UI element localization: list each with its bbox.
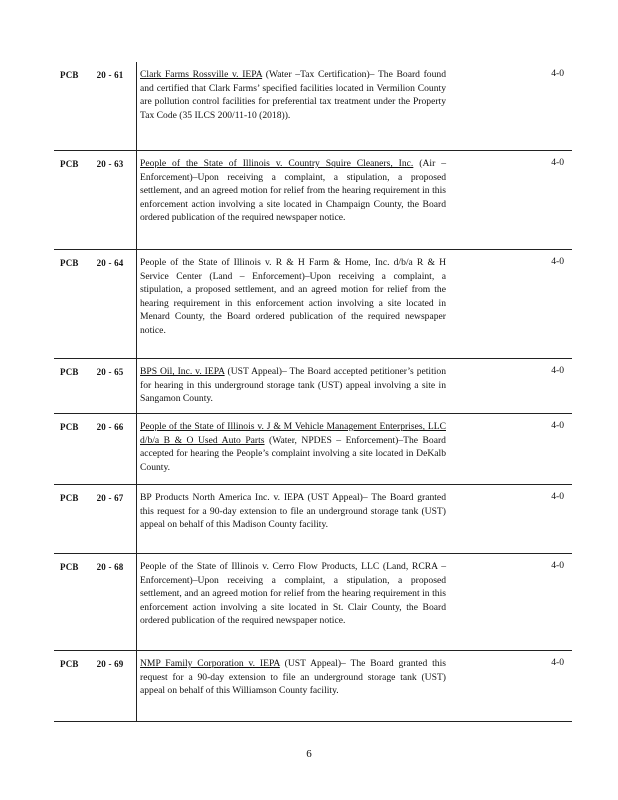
case-description: People of the State of Illinois v. J & M Vehicle Management Enterprises, LLC d/b/a B & O Used Auto Parts (Water, NPDES – Enforcement)–The Board accepted for hearing the People’s complaint involving a site located in DeKalb County. <box>140 421 446 473</box>
table-row <box>54 554 572 651</box>
column-divider <box>136 485 137 553</box>
case-description: NMP Family Corporation v. IEPA (UST Appeal)– The Board granted this request for a 90-day extension to file an underground storage tank (UST) appeal on behalf of this Williamson County facility. <box>140 658 446 697</box>
column-divider <box>136 250 137 358</box>
case-description: BP Products North America Inc. v. IEPA (UST Appeal)– The Board granted this request for a 90-day extension to file an underground storage tank (UST) appeal on behalf of this Madison County facility. <box>140 492 446 531</box>
docket-number: PCB 20 - 67 <box>60 493 124 503</box>
docket-number: PCB 20 - 65 <box>60 367 124 377</box>
table-row <box>54 151 572 250</box>
case-description: Clark Farms Rossville v. IEPA (Water –Tax Certification)– The Board found and certified that Clark Farms’ specified facilities located in Vermilion County are pollution control facilities for preferential tax treatment under the Property Tax Code (35 ILCS 200/11-10 (2018)). <box>140 69 446 121</box>
column-divider <box>136 151 137 249</box>
board-actions-table <box>54 62 572 722</box>
case-title: NMP Family Corporation v. IEPA <box>140 658 280 669</box>
case-description: BPS Oil, Inc. v. IEPA (UST Appeal)– The Board accepted petitioner’s petition for hearing in this underground storage tank (UST) appeal involving a site in Sangamon County. <box>140 366 446 405</box>
table-row <box>54 359 572 414</box>
case-description: People of the State of Illinois v. R & H Farm & Home, Inc. d/b/a R & H Service Center (Land – Enforcement)–Upon receiving a complaint, a stipulation, a proposed settlement, and an agreed motion for relief from the hearing requirement in this enforcement action involving a site located in Menard County, the Board ordered publication of the required newspaper notice. <box>140 257 446 336</box>
table-row <box>54 414 572 485</box>
docket-number: PCB 20 - 69 <box>60 659 124 669</box>
table-row <box>54 250 572 359</box>
case-title: People of the State of Illinois v. J & M Vehicle Management Enterprises, LLC d/b/a B & O Used Auto Parts <box>140 421 446 446</box>
docket-number: PCB 20 - 66 <box>60 422 124 432</box>
table-row <box>54 651 572 722</box>
vote-count: 4-0 <box>551 256 564 267</box>
docket-number: PCB 20 - 61 <box>60 70 124 80</box>
column-divider <box>136 62 137 150</box>
vote-count: 4-0 <box>551 365 564 376</box>
page-number: 6 <box>306 748 312 760</box>
table-row <box>54 485 572 554</box>
vote-count: 4-0 <box>551 657 564 668</box>
column-divider <box>136 554 137 650</box>
vote-count: 4-0 <box>551 68 564 79</box>
docket-number: PCB 20 - 64 <box>60 258 124 268</box>
vote-count: 4-0 <box>551 420 564 431</box>
case-description: People of the State of Illinois v. Country Squire Cleaners, Inc. (Air –Enforcement)–Upon receiving a complaint, a stipulation, a proposed settlement, and an agreed motion for relief from the hearing requirement in this enforcement action involving a site located in Champaign County, the Board ordered publication of the required newspaper notice. <box>140 158 447 224</box>
docket-number: PCB 20 - 63 <box>60 159 124 169</box>
vote-count: 4-0 <box>551 491 564 502</box>
vote-count: 4-0 <box>551 560 564 571</box>
case-title: Clark Farms Rossville v. IEPA <box>140 69 263 80</box>
case-title: BPS Oil, Inc. v. IEPA <box>140 366 225 377</box>
column-divider <box>136 414 137 484</box>
vote-count: 4-0 <box>551 157 564 168</box>
column-divider <box>136 359 137 413</box>
case-description: People of the State of Illinois v. Cerro Flow Products, LLC (Land, RCRA –Enforcement)–Upon receiving a complaint, a stipulation, a proposed settlement, and an agreed motion for relief from the hearing requirement in this enforcement action involving a site located in St. Clair County, the Board ordered publication of the required newspaper notice. <box>140 561 446 627</box>
docket-number: PCB 20 - 68 <box>60 562 124 572</box>
column-divider <box>136 651 137 721</box>
case-title: People of the State of Illinois v. Country Squire Cleaners, Inc. <box>140 158 414 169</box>
table-row <box>54 62 572 151</box>
